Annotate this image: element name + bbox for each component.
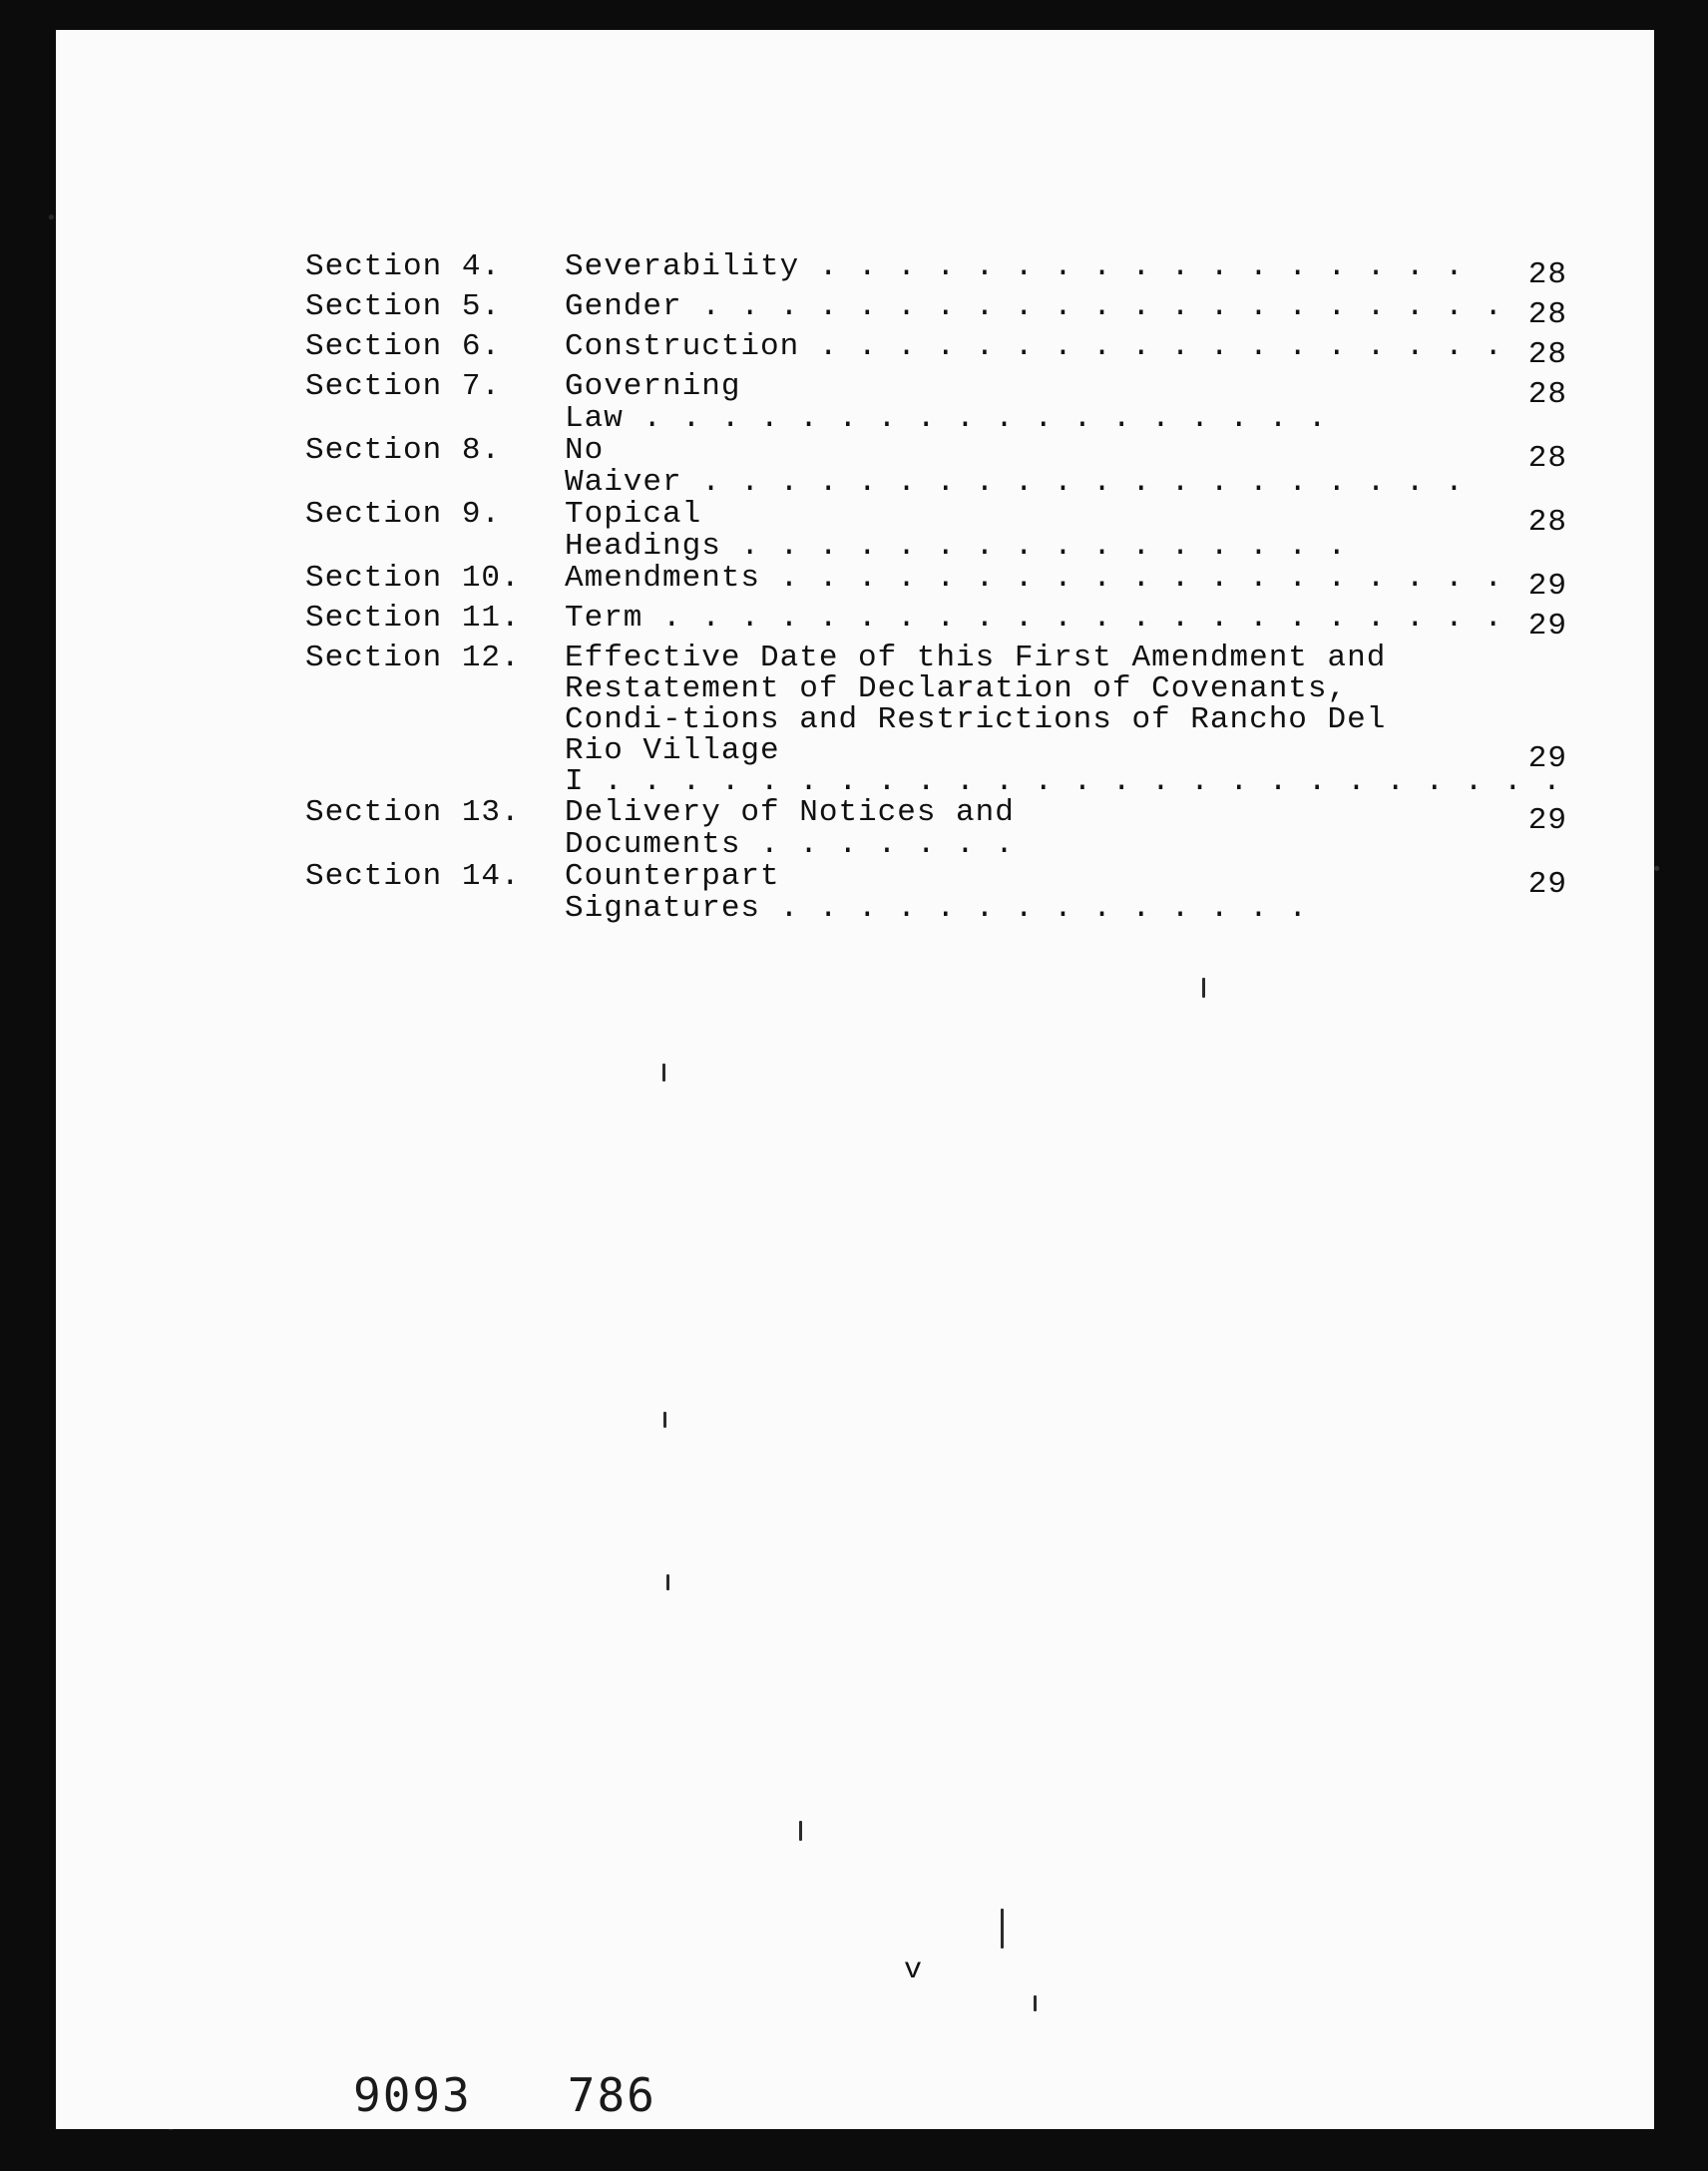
section-number: Section 14. [305,859,521,894]
toc-row [305,291,1592,331]
section-title-text: Severability [565,249,800,284]
leader-dots: . . . . . . . . . . . . . . . . [720,529,1348,564]
section-title [565,249,1465,284]
section-title-text: Delivery of Notices and Documents [565,795,1035,862]
toc-row [305,797,1592,861]
table-of-contents [305,251,1592,925]
page-number: 28 [1527,257,1567,292]
section-title [565,561,1503,596]
page-number: 29 [1527,741,1567,776]
section-title [565,499,1448,563]
toc-row [305,861,1592,925]
section-number: Section 10. [305,561,521,596]
leader-dots: . . . . . . . . . . . . . . . . . [799,249,1465,284]
section-number: Section 7. [305,369,502,404]
section-number: Section 4. [305,249,502,284]
document-page [56,30,1654,2129]
section-number: Section 5. [305,289,502,324]
section-title [565,329,1503,364]
leader-dots: . . . . . . . . . . . . . . . . . . . . . . [642,601,1503,636]
leader-dots: . . . . . . . . . . . . . . . . . . . [760,561,1503,596]
section-title-text: Gender [565,289,682,324]
toc-row [305,499,1592,563]
section-number: Section 12. [305,641,521,675]
section-title-text: Amendments [565,561,761,596]
leader-dots: . . . . . . . . . . . . . . . . . . . . . . . . . [584,764,1562,799]
section-title-text: Topical Headings [565,497,721,564]
toc-row [305,563,1592,603]
document-number [353,2068,656,2122]
leader-dots: . . . . . . . . . . . . . . . . . . . . . [681,289,1503,324]
scan-speck [666,1574,669,1590]
toc-row [305,643,1592,797]
page-number: 28 [1527,337,1567,372]
section-title [565,797,1448,861]
leader-dots: . . . . . . . [740,827,1015,862]
toc-row [305,435,1592,499]
doc-number-left: 9093 [353,2068,472,2122]
section-title-text: Governing Law [565,369,761,436]
page-number: 29 [1527,867,1567,902]
section-title-text: Construction [565,329,800,364]
scan-speck [799,1821,802,1841]
section-number: Section 11. [305,601,521,636]
section-title [565,433,1465,500]
roman-page-number: v [904,1954,923,1987]
section-title-text: No Waiver [565,433,682,500]
scan-speck [1202,978,1205,998]
page-number: 29 [1527,609,1567,644]
toc-row [305,371,1592,435]
scan-speck [1001,1909,1004,1949]
toc-row [305,603,1592,643]
toc-row [305,251,1592,291]
section-title-text: Counterpart Signatures [565,859,800,926]
section-title-text: Term [565,601,643,636]
section-title [565,601,1503,636]
section-number: Section 9. [305,497,502,532]
section-title [565,371,1448,435]
section-title-text: Effective Date of this First Amendment and Restatement of Declaration of Covenants, Condi-tions and Restrictions of Rancho Del Rio Village I [565,641,1406,799]
section-title [565,289,1503,324]
doc-number-right: 786 [567,2068,656,2122]
page-number: 28 [1527,441,1567,476]
page-number: 28 [1527,297,1567,332]
toc-row [305,331,1592,371]
scan-speck [663,1412,666,1428]
leader-dots: . . . . . . . . . . . . . . . . . . . . [681,465,1465,500]
leader-dots: . . . . . . . . . . . . . . . . . . [799,329,1503,364]
page-number: 28 [1527,377,1567,412]
section-number: Section 6. [305,329,502,364]
leader-dots: . . . . . . . . . . . . . . [760,891,1308,926]
page-number: 29 [1527,803,1567,838]
page-number: 28 [1527,505,1567,540]
scan-speck [1034,1995,1037,2011]
scan-speck [662,1064,665,1082]
section-title [565,861,1448,925]
section-number: Section 13. [305,795,521,830]
leader-dots: . . . . . . . . . . . . . . . . . . [623,401,1328,436]
section-number: Section 8. [305,433,502,468]
page-number: 29 [1527,569,1567,604]
